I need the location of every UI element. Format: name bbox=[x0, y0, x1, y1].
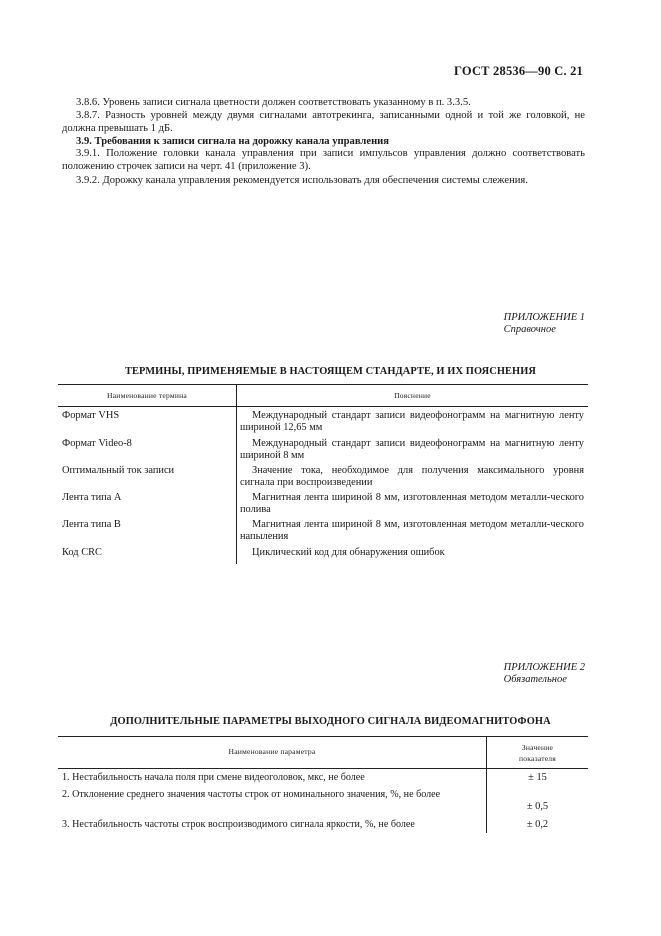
table-2-value: ± 0,2 bbox=[526, 819, 549, 830]
table-1-term: Формат Video-8 bbox=[62, 438, 132, 449]
paragraph-3-9-2: 3.9.2. Дорожку канала управления рекомендуется использовать для обеспечения системы слежения. bbox=[76, 175, 528, 186]
table-1-explanation: Магнитная лента шириной 8 мм, изготовленная методом металли-ческого полива bbox=[240, 492, 584, 515]
paragraph-3-8-6: 3.8.6. Уровень записи сигнала цветности должен соответствовать указанному в п. 3.3.5. bbox=[76, 97, 471, 108]
table-1-explanation: Международный стандарт записи видеофонограмм на магнитную ленту шириной 8 мм bbox=[240, 438, 584, 461]
table-1-explanation: Циклический код для обнаружения ошибок bbox=[252, 547, 445, 558]
section-heading-3-9: 3.9. Требования к записи сигнала на дорожку канала управления bbox=[76, 136, 390, 147]
appendix-2-label: ПРИЛОЖЕНИЕ 2 bbox=[503, 662, 585, 673]
table-1-explanation: Международный стандарт записи видеофонограмм на магнитную ленту шириной 12,65 мм bbox=[240, 410, 584, 433]
appendix-2-status: Обязательное bbox=[503, 674, 567, 685]
table-1-explanation: Значение тока, необходимое для получения максимального уровня сигнала при воспроизведении bbox=[240, 465, 584, 488]
table-2-parameter: 1. Нестабильность начала поля при смене видеоголовок, мкс, не более bbox=[62, 772, 365, 783]
appendix-2-title: ДОПОЛНИТЕЛЬНЫЕ ПАРАМЕТРЫ ВЫХОДНОГО СИГНАЛА ВИДЕОМАГНИТОФОНА bbox=[110, 716, 551, 727]
table-2-parameter: 3. Нестабильность частоты строк воспроизводимого сигнала яркости, %, не более bbox=[62, 819, 415, 830]
paragraph-3-9-1: 3.9.1. Положение головки канала управления при записи импульсов управления должно соответствовать положению строчек записи на черт. 41 (приложение 3). bbox=[62, 148, 585, 172]
table-2-parameter: 2. Отклонение среднего значения частоты строк от номинального значения, %, не более bbox=[62, 789, 441, 800]
paragraph-3-8-7: 3.8.7. Разность уровней между двумя сигналами автотрекинга, записанными одной и той же головкой, не должна превышать 1 дБ. bbox=[62, 110, 585, 134]
table-2-header-parameter: Наименование параметра bbox=[228, 747, 316, 756]
appendix-1-label: ПРИЛОЖЕНИЕ 1 bbox=[503, 312, 585, 323]
table-1-header-explanation: Пояснение bbox=[394, 391, 431, 400]
table-1-term: Оптимальный ток записи bbox=[62, 465, 175, 476]
appendix-1-title: ТЕРМИНЫ, ПРИМЕНЯЕМЫЕ В НАСТОЯЩЕМ СТАНДАРТЕ, И ИХ ПОЯСНЕНИЯ bbox=[124, 366, 537, 377]
table-1-term: Лента типа А bbox=[62, 492, 122, 503]
table-1-header-rule bbox=[58, 406, 588, 407]
table-1-header-term: Наименование термина bbox=[107, 391, 187, 400]
appendix-1-status: Справочное bbox=[503, 324, 556, 335]
table-2-header-value-line-2: показателя bbox=[519, 754, 556, 763]
appendix-1-label-block bbox=[504, 312, 585, 336]
table-1-explanation: Магнитная лента шириной 8 мм, изготовленная методом металли-ческого напыления bbox=[240, 519, 584, 542]
table-2-value: ± 15 bbox=[528, 772, 547, 783]
table-2-top-rule bbox=[58, 736, 588, 737]
table-1-term: Лента типа В bbox=[62, 519, 121, 530]
table-1-term: Код CRC bbox=[62, 547, 102, 558]
table-1-top-rule bbox=[58, 384, 588, 385]
table-2-header-value bbox=[487, 742, 588, 764]
table-2-header-rule bbox=[58, 768, 588, 769]
table-2-header-value-line-1: Значение bbox=[521, 743, 554, 752]
table-1-column-divider bbox=[236, 384, 237, 564]
table-2-value: ± 0,5 bbox=[526, 801, 549, 812]
appendix-2-label-block bbox=[504, 662, 585, 686]
page-header: ГОСТ 28536—90 С. 21 bbox=[454, 64, 583, 78]
table-1-term: Формат VHS bbox=[62, 410, 120, 421]
